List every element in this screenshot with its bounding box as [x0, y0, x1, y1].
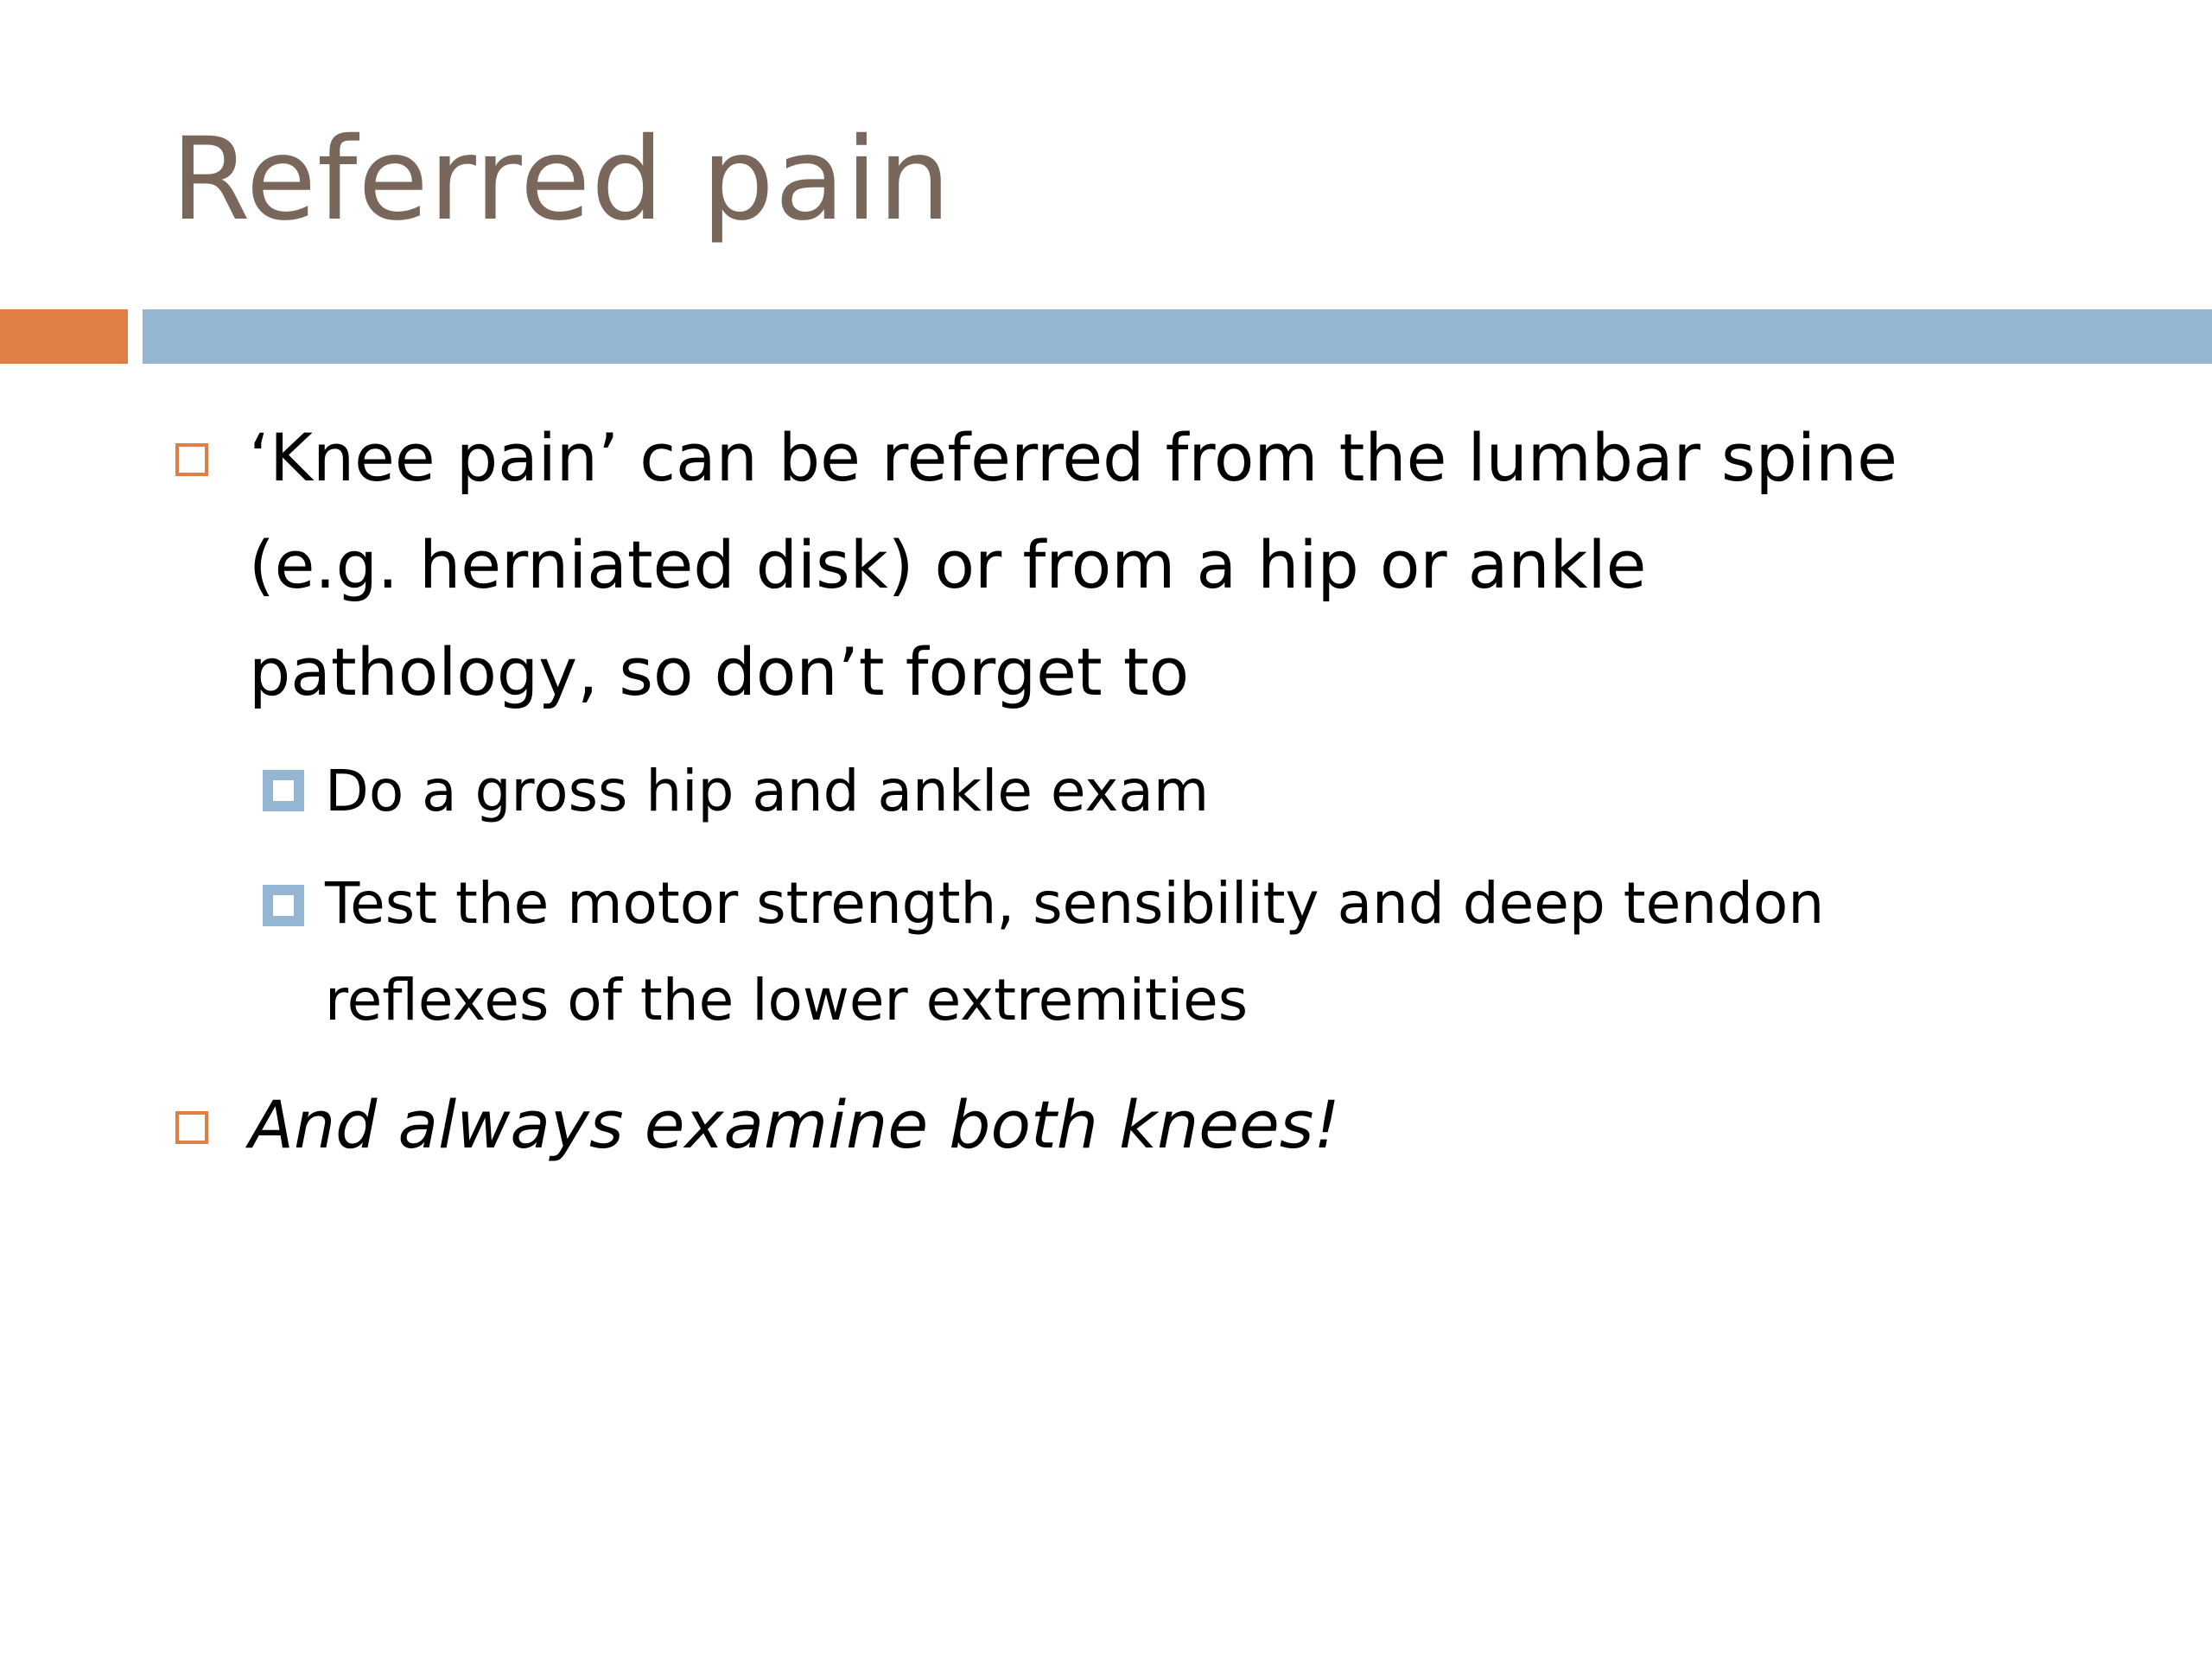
- accent-bar-orange: [0, 309, 128, 364]
- bullet-square-icon: [175, 1111, 208, 1144]
- bullet-line: ‘Knee pain’ can be referred from the lumbar spine: [249, 419, 1897, 496]
- bullet-text-emphasis: And always examine both knees!: [249, 1086, 1340, 1163]
- bullet-square-icon: [175, 443, 208, 476]
- subbullet-square-icon: [263, 770, 304, 811]
- subbullet-line: reflexes of the lower extremities: [325, 967, 1249, 1033]
- subbullet-text: [325, 855, 2036, 1049]
- bullet-line: (e.g. herniated disk) or from a hip or ankle: [249, 526, 1647, 603]
- bullet-line: pathology, so don’t forget to: [249, 633, 1190, 710]
- subbullet-text: Do a gross hip and ankle exam: [325, 758, 1210, 824]
- accent-bar-blue: [143, 309, 2212, 364]
- subbullet-line: Test the motor strength, sensibility and deep tendon: [325, 870, 1825, 937]
- subbullet-square-icon: [263, 885, 304, 926]
- bullet-text: [249, 404, 2063, 726]
- slide-title: Referred pain: [171, 113, 951, 246]
